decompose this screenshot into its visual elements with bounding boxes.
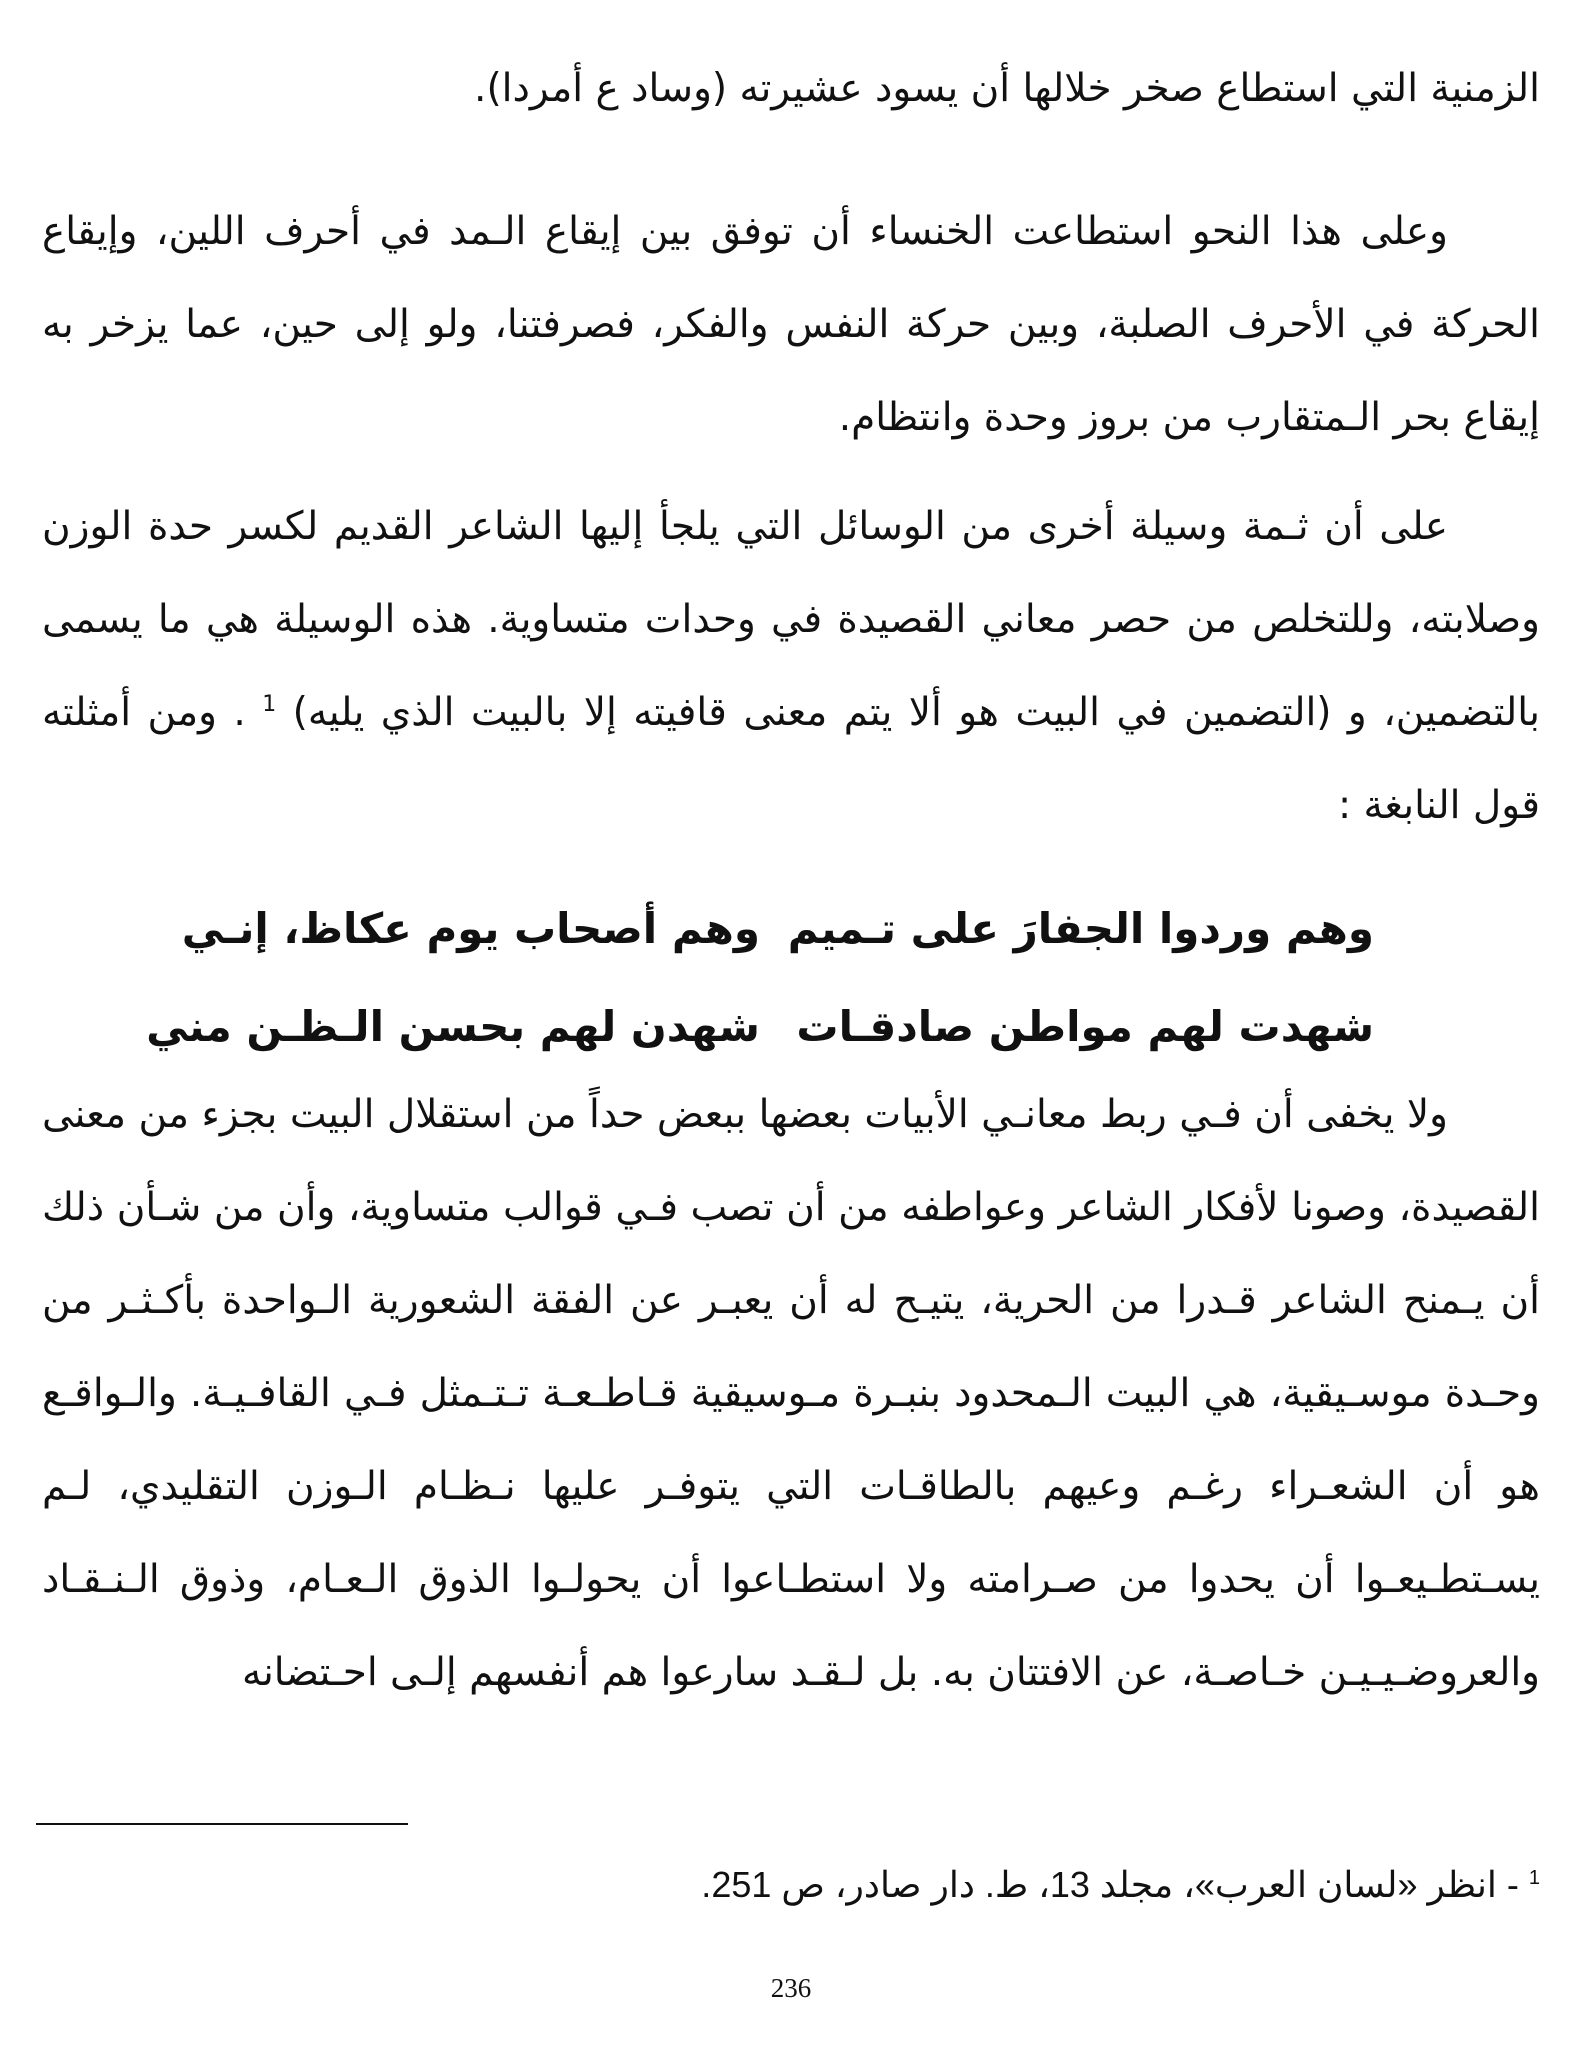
- paragraph-4: ولا يخفى أن فـي ربط معانـي الأبيات بعضها ببعض حداً من استقلال البيت بجزء من معنى القصيدة، وصونا لأفكار الشاعر وعواطفه من أن تصب فـي قوالب متساوية، وأن من شـأن ذلك أن يـمنح الشاعر قـدرا من الحرية، يتيـح له أن يعبـر عن الفقة الشعورية الـواحدة بأكـثـر من وحـدة موسـيقية، هي البيت الـمحدود بنبـرة مـوسيقية قـاطـعـة تـتـمثل فـي القافـيـة. والـواقـع هو أن الشعـراء رغـم وعيهم بالطاقـات التي يتوفـر عليها نـظـام الـوزن التقليدي، لـم يسـتطـيعـوا أن يحدوا من صـرامته ولا استطـاعوا أن يحولـوا الذوق الـعـام، وذوق الـنـقـاد والعروضـيـيـن خـاصـة، عن الافتتان به. بل لـقـد سارعوا هم أنفسهم إلـى احـتضانه: [42, 1092, 1540, 1695]
- footnote-reference[interactable]: 1: [262, 692, 277, 717]
- footnote-mark: 1: [1528, 1867, 1540, 1889]
- verse-2: [42, 982, 1540, 1072]
- footnote-text: - انظر «لسان العرب»، مجلد 13، ط. دار صادر، ص 251.: [701, 1864, 1529, 1905]
- verse-2-first-hemistich: شهدت لهم مواطن صادقـات: [796, 1002, 1374, 1051]
- paragraph-1: الزمنية التي استطاع صخر خلالها أن يسود عشيرته (وساد ع أمردا).: [474, 66, 1540, 111]
- footnote-separator: [36, 1823, 408, 1825]
- paragraph-3-text: على أن ثـمة وسيلة أخرى من الوسائل التي يلجأ إليها الشاعر القديم لكسر حدة الوزن وصلابته، وللتخلص من حصر معاني القصيدة في وحدات متساوية. هذه الوسيلة هي ما يسمى بالتضمين، و (التضمين في البيت هو ألا يتم معنى قافيته إلا بالبيت الذي يليه): [42, 504, 1540, 735]
- paragraph-2: وعلى هذا النحو استطاعت الخنساء أن توفق بين إيقاع الـمد في أحرف اللين، وإيقاع الحركة في الأحرف الصلبة، وبين حركة النفس والفكر، فصرفتنا، ولو إلى حين، عما يزخر به إيقاع بحر الـمتقارب من بروز وحدة وانتظام.: [42, 209, 1540, 440]
- verse-1-second-hemistich: وهم أصحاب يوم عكاظ، إنـي: [181, 904, 760, 953]
- paragraph-3: [42, 480, 1540, 852]
- paragraph-3-tail: . ومن أمثلته قول النابغة :: [42, 690, 1540, 828]
- page-number: 236: [770, 1973, 812, 2003]
- verse-1-first-hemistich: وهم وردوا الجفارَ على تـميم: [787, 904, 1374, 953]
- verse-2-second-hemistich: شهدن لهم بحسن الـظـن مني: [146, 1002, 760, 1051]
- verse-1: [42, 884, 1540, 974]
- footnote: [701, 1855, 1540, 1915]
